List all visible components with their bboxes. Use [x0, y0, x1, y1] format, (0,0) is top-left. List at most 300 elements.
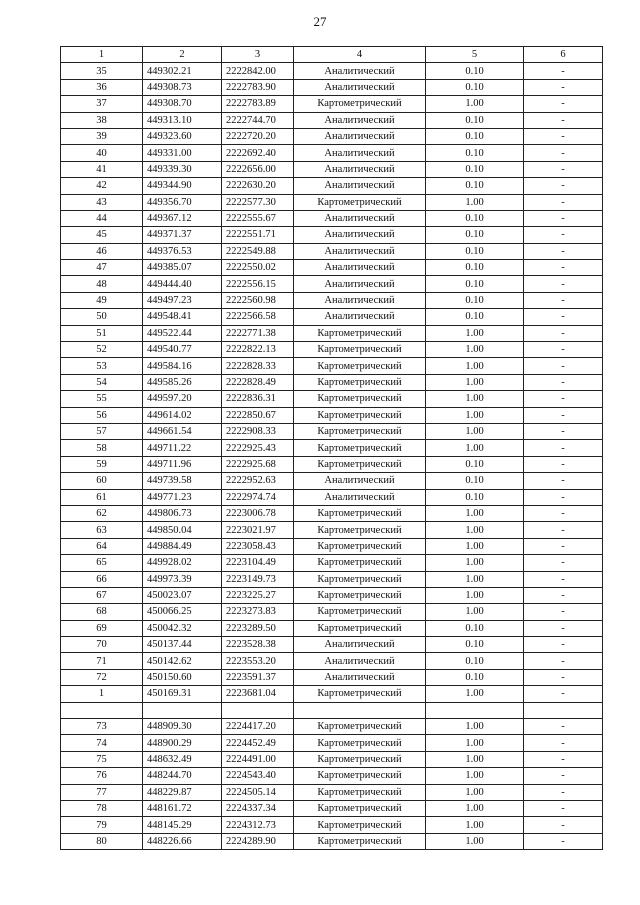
- x-coordinate-cell: 449711.96: [143, 456, 222, 472]
- method-cell: Аналитический: [294, 473, 426, 489]
- method-cell: Аналитический: [294, 112, 426, 128]
- y-coordinate-cell: 2224491.00: [222, 751, 294, 767]
- table-row: [61, 817, 603, 833]
- point-number-cell: 55: [61, 391, 143, 407]
- note-cell: -: [524, 210, 603, 226]
- y-coordinate-cell: 2223225.27: [222, 587, 294, 603]
- accuracy-cell: 1.00: [426, 784, 524, 800]
- method-cell: Картометрический: [294, 325, 426, 341]
- table-row: [61, 276, 603, 292]
- note-cell: -: [524, 784, 603, 800]
- method-cell: Картометрический: [294, 571, 426, 587]
- point-number-cell: 36: [61, 79, 143, 95]
- point-number-cell: 56: [61, 407, 143, 423]
- point-number-cell: 52: [61, 342, 143, 358]
- accuracy-cell: 0.10: [426, 489, 524, 505]
- accuracy-cell: 1.00: [426, 833, 524, 849]
- x-coordinate-cell: 449614.02: [143, 407, 222, 423]
- method-cell: Картометрический: [294, 522, 426, 538]
- accuracy-cell: 0.10: [426, 276, 524, 292]
- method-cell: Аналитический: [294, 260, 426, 276]
- x-coordinate-cell: 449444.40: [143, 276, 222, 292]
- point-number-cell: 38: [61, 112, 143, 128]
- note-cell: -: [524, 800, 603, 816]
- note-cell: -: [524, 653, 603, 669]
- point-number-cell: 43: [61, 194, 143, 210]
- note-cell: -: [524, 276, 603, 292]
- method-cell: Картометрический: [294, 735, 426, 751]
- method-cell: Аналитический: [294, 128, 426, 144]
- y-coordinate-cell: 2222828.49: [222, 374, 294, 390]
- y-coordinate-cell: 2224452.49: [222, 735, 294, 751]
- y-coordinate-cell: 2222692.40: [222, 145, 294, 161]
- table-row: [61, 653, 603, 669]
- accuracy-cell: 1.00: [426, 391, 524, 407]
- table-row: [61, 374, 603, 390]
- x-coordinate-cell: 449973.39: [143, 571, 222, 587]
- table-row: [61, 686, 603, 702]
- method-cell: Аналитический: [294, 161, 426, 177]
- x-coordinate-cell: 449771.23: [143, 489, 222, 505]
- y-coordinate-cell: 2222908.33: [222, 423, 294, 439]
- note-cell: -: [524, 735, 603, 751]
- method-cell: Картометрический: [294, 686, 426, 702]
- method-cell: Аналитический: [294, 227, 426, 243]
- y-coordinate-cell: 2223006.78: [222, 505, 294, 521]
- method-cell: Аналитический: [294, 669, 426, 685]
- note-cell: -: [524, 358, 603, 374]
- y-coordinate-cell: 2222566.58: [222, 309, 294, 325]
- accuracy-cell: 0.10: [426, 79, 524, 95]
- y-coordinate-cell: 2222656.00: [222, 161, 294, 177]
- x-coordinate-cell: 450169.31: [143, 686, 222, 702]
- y-coordinate-cell: 2222630.20: [222, 178, 294, 194]
- accuracy-cell: 1.00: [426, 194, 524, 210]
- y-coordinate-cell: 2222720.20: [222, 128, 294, 144]
- accuracy-cell: 0.10: [426, 112, 524, 128]
- table-row: [61, 522, 603, 538]
- point-number-cell: 71: [61, 653, 143, 669]
- method-cell: Картометрический: [294, 817, 426, 833]
- point-number-cell: 78: [61, 800, 143, 816]
- x-coordinate-cell: 448632.49: [143, 751, 222, 767]
- y-coordinate-cell: 2223591.37: [222, 669, 294, 685]
- point-number-cell: 63: [61, 522, 143, 538]
- y-coordinate-cell: 2222828.33: [222, 358, 294, 374]
- point-number-cell: 69: [61, 620, 143, 636]
- table-row: [61, 669, 603, 685]
- x-coordinate-cell: [143, 702, 222, 718]
- y-coordinate-cell: 2224505.14: [222, 784, 294, 800]
- coordinates-table: [60, 46, 603, 850]
- y-coordinate-cell: 2222549.88: [222, 243, 294, 259]
- note-cell: -: [524, 522, 603, 538]
- accuracy-cell: 1.00: [426, 604, 524, 620]
- x-coordinate-cell: 449584.16: [143, 358, 222, 374]
- y-coordinate-cell: 2222850.67: [222, 407, 294, 423]
- note-cell: -: [524, 63, 603, 79]
- note-cell: -: [524, 292, 603, 308]
- x-coordinate-cell: 448909.30: [143, 719, 222, 735]
- note-cell: -: [524, 374, 603, 390]
- accuracy-cell: 0.10: [426, 456, 524, 472]
- table-row: [61, 391, 603, 407]
- table-row: [61, 833, 603, 849]
- point-number-cell: 42: [61, 178, 143, 194]
- method-cell: Аналитический: [294, 276, 426, 292]
- point-number-cell: 37: [61, 96, 143, 112]
- method-cell: Картометрический: [294, 538, 426, 554]
- accuracy-cell: 1.00: [426, 686, 524, 702]
- accuracy-cell: 0.10: [426, 653, 524, 669]
- table-row: [61, 145, 603, 161]
- method-cell: Аналитический: [294, 210, 426, 226]
- accuracy-cell: 1.00: [426, 587, 524, 603]
- method-cell: Аналитический: [294, 653, 426, 669]
- point-number-cell: 74: [61, 735, 143, 751]
- x-coordinate-cell: 449308.70: [143, 96, 222, 112]
- x-coordinate-cell: 449371.37: [143, 227, 222, 243]
- method-cell: Аналитический: [294, 292, 426, 308]
- accuracy-cell: 0.10: [426, 309, 524, 325]
- accuracy-cell: 0.10: [426, 473, 524, 489]
- table-row: [61, 571, 603, 587]
- method-cell: Картометрический: [294, 407, 426, 423]
- note-cell: -: [524, 128, 603, 144]
- y-coordinate-cell: 2222551.71: [222, 227, 294, 243]
- point-number-cell: 76: [61, 768, 143, 784]
- accuracy-cell: 1.00: [426, 505, 524, 521]
- method-cell: Картометрический: [294, 374, 426, 390]
- accuracy-cell: 1.00: [426, 522, 524, 538]
- method-cell: [294, 702, 426, 718]
- y-coordinate-cell: 2222974.74: [222, 489, 294, 505]
- note-cell: -: [524, 227, 603, 243]
- point-number-cell: 48: [61, 276, 143, 292]
- method-cell: Картометрический: [294, 358, 426, 374]
- accuracy-cell: 1.00: [426, 751, 524, 767]
- table-row: [61, 63, 603, 79]
- table-row: [61, 620, 603, 636]
- point-number-cell: 68: [61, 604, 143, 620]
- accuracy-cell: 0.10: [426, 637, 524, 653]
- note-cell: -: [524, 817, 603, 833]
- x-coordinate-cell: 448900.29: [143, 735, 222, 751]
- x-coordinate-cell: 449339.30: [143, 161, 222, 177]
- table-row: [61, 96, 603, 112]
- point-number-cell: 79: [61, 817, 143, 833]
- table-row: [61, 440, 603, 456]
- y-coordinate-cell: 2222842.00: [222, 63, 294, 79]
- x-coordinate-cell: 450066.25: [143, 604, 222, 620]
- accuracy-cell: 1.00: [426, 325, 524, 341]
- x-coordinate-cell: 449661.54: [143, 423, 222, 439]
- table-row: [61, 194, 603, 210]
- accuracy-cell: 1.00: [426, 538, 524, 554]
- method-cell: Картометрический: [294, 604, 426, 620]
- method-cell: Картометрический: [294, 768, 426, 784]
- point-number-cell: 72: [61, 669, 143, 685]
- note-cell: -: [524, 571, 603, 587]
- method-cell: Картометрический: [294, 587, 426, 603]
- y-coordinate-cell: 2222925.68: [222, 456, 294, 472]
- note-cell: -: [524, 538, 603, 554]
- table-row: [61, 358, 603, 374]
- x-coordinate-cell: 448145.29: [143, 817, 222, 833]
- y-coordinate-cell: 2222550.02: [222, 260, 294, 276]
- point-number-cell: 59: [61, 456, 143, 472]
- point-number-cell: 51: [61, 325, 143, 341]
- x-coordinate-cell: 449711.22: [143, 440, 222, 456]
- table-row: [61, 178, 603, 194]
- accuracy-cell: 1.00: [426, 571, 524, 587]
- header-col-4: 4: [294, 47, 426, 63]
- y-coordinate-cell: 2222556.15: [222, 276, 294, 292]
- table-row: [61, 538, 603, 554]
- note-cell: -: [524, 456, 603, 472]
- table-row: [61, 768, 603, 784]
- note-cell: -: [524, 325, 603, 341]
- accuracy-cell: 1.00: [426, 374, 524, 390]
- note-cell: -: [524, 342, 603, 358]
- point-number-cell: 77: [61, 784, 143, 800]
- table-row: [61, 227, 603, 243]
- method-cell: Картометрический: [294, 751, 426, 767]
- x-coordinate-cell: 449331.00: [143, 145, 222, 161]
- x-coordinate-cell: 449497.23: [143, 292, 222, 308]
- y-coordinate-cell: 2222822.13: [222, 342, 294, 358]
- y-coordinate-cell: 2223681.04: [222, 686, 294, 702]
- y-coordinate-cell: 2222560.98: [222, 292, 294, 308]
- y-coordinate-cell: 2222577.30: [222, 194, 294, 210]
- point-number-cell: 64: [61, 538, 143, 554]
- method-cell: Аналитический: [294, 145, 426, 161]
- point-number-cell: 54: [61, 374, 143, 390]
- page-number: 27: [313, 14, 327, 29]
- x-coordinate-cell: 449344.90: [143, 178, 222, 194]
- method-cell: Картометрический: [294, 456, 426, 472]
- note-cell: -: [524, 260, 603, 276]
- y-coordinate-cell: 2223528.38: [222, 637, 294, 653]
- x-coordinate-cell: 448244.70: [143, 768, 222, 784]
- table-row: [61, 292, 603, 308]
- table-row: [61, 800, 603, 816]
- note-cell: -: [524, 423, 603, 439]
- note-cell: -: [524, 768, 603, 784]
- method-cell: Аналитический: [294, 243, 426, 259]
- accuracy-cell: 1.00: [426, 423, 524, 439]
- y-coordinate-cell: 2223104.49: [222, 555, 294, 571]
- table-row: [61, 456, 603, 472]
- accuracy-cell: 0.10: [426, 669, 524, 685]
- method-cell: Картометрический: [294, 800, 426, 816]
- x-coordinate-cell: 450023.07: [143, 587, 222, 603]
- table-header: [61, 47, 603, 63]
- method-cell: Картометрический: [294, 96, 426, 112]
- table-row: [61, 637, 603, 653]
- table-row: [61, 489, 603, 505]
- table-row: [61, 604, 603, 620]
- y-coordinate-cell: 2223273.83: [222, 604, 294, 620]
- note-cell: -: [524, 112, 603, 128]
- table-row: [61, 342, 603, 358]
- table-row: [61, 505, 603, 521]
- table-row: [61, 702, 603, 718]
- method-cell: Картометрический: [294, 342, 426, 358]
- accuracy-cell: 0.10: [426, 128, 524, 144]
- note-cell: -: [524, 96, 603, 112]
- table-row: [61, 260, 603, 276]
- point-number-cell: 62: [61, 505, 143, 521]
- header-col-5: 5: [426, 47, 524, 63]
- table-row: [61, 555, 603, 571]
- y-coordinate-cell: 2222836.31: [222, 391, 294, 407]
- accuracy-cell: 0.10: [426, 292, 524, 308]
- header-col-6: 6: [524, 47, 603, 63]
- method-cell: Картометрический: [294, 555, 426, 571]
- note-cell: -: [524, 686, 603, 702]
- method-cell: Картометрический: [294, 784, 426, 800]
- table-row: [61, 587, 603, 603]
- y-coordinate-cell: 2222555.67: [222, 210, 294, 226]
- point-number-cell: 39: [61, 128, 143, 144]
- x-coordinate-cell: 449302.21: [143, 63, 222, 79]
- method-cell: Аналитический: [294, 63, 426, 79]
- y-coordinate-cell: 2224337.34: [222, 800, 294, 816]
- x-coordinate-cell: 449376.53: [143, 243, 222, 259]
- note-cell: -: [524, 473, 603, 489]
- x-coordinate-cell: 450137.44: [143, 637, 222, 653]
- x-coordinate-cell: 449850.04: [143, 522, 222, 538]
- accuracy-cell: 1.00: [426, 407, 524, 423]
- point-number-cell: 41: [61, 161, 143, 177]
- note-cell: -: [524, 243, 603, 259]
- y-coordinate-cell: 2223149.73: [222, 571, 294, 587]
- x-coordinate-cell: 449739.58: [143, 473, 222, 489]
- point-number-cell: 44: [61, 210, 143, 226]
- note-cell: -: [524, 637, 603, 653]
- note-cell: [524, 702, 603, 718]
- table-row: [61, 735, 603, 751]
- point-number-cell: 47: [61, 260, 143, 276]
- table-row: [61, 128, 603, 144]
- x-coordinate-cell: 449540.77: [143, 342, 222, 358]
- note-cell: -: [524, 604, 603, 620]
- y-coordinate-cell: 2224543.40: [222, 768, 294, 784]
- note-cell: -: [524, 309, 603, 325]
- method-cell: Картометрический: [294, 833, 426, 849]
- accuracy-cell: 0.10: [426, 210, 524, 226]
- x-coordinate-cell: 448226.66: [143, 833, 222, 849]
- x-coordinate-cell: 448229.87: [143, 784, 222, 800]
- note-cell: -: [524, 489, 603, 505]
- point-number-cell: 57: [61, 423, 143, 439]
- method-cell: Картометрический: [294, 719, 426, 735]
- method-cell: Картометрический: [294, 194, 426, 210]
- table-row: [61, 243, 603, 259]
- header-col-3: 3: [222, 47, 294, 63]
- y-coordinate-cell: 2223289.50: [222, 620, 294, 636]
- point-number-cell: 80: [61, 833, 143, 849]
- point-number-cell: 75: [61, 751, 143, 767]
- accuracy-cell: 0.10: [426, 63, 524, 79]
- note-cell: -: [524, 145, 603, 161]
- point-number-cell: 40: [61, 145, 143, 161]
- point-number-cell: 46: [61, 243, 143, 259]
- accuracy-cell: 1.00: [426, 358, 524, 374]
- accuracy-cell: 1.00: [426, 555, 524, 571]
- point-number-cell: 50: [61, 309, 143, 325]
- accuracy-cell: 1.00: [426, 440, 524, 456]
- accuracy-cell: 0.10: [426, 620, 524, 636]
- x-coordinate-cell: 449308.73: [143, 79, 222, 95]
- note-cell: -: [524, 79, 603, 95]
- note-cell: -: [524, 407, 603, 423]
- point-number-cell: 49: [61, 292, 143, 308]
- accuracy-cell: 0.10: [426, 161, 524, 177]
- method-cell: Картометрический: [294, 440, 426, 456]
- y-coordinate-cell: 2222783.90: [222, 79, 294, 95]
- note-cell: -: [524, 194, 603, 210]
- point-number-cell: 45: [61, 227, 143, 243]
- table-row: [61, 473, 603, 489]
- method-cell: Аналитический: [294, 637, 426, 653]
- method-cell: Аналитический: [294, 489, 426, 505]
- accuracy-cell: 1.00: [426, 96, 524, 112]
- point-number-cell: [61, 702, 143, 718]
- x-coordinate-cell: 449585.26: [143, 374, 222, 390]
- header-col-2: 2: [143, 47, 222, 63]
- note-cell: -: [524, 440, 603, 456]
- point-number-cell: 35: [61, 63, 143, 79]
- y-coordinate-cell: 2223553.20: [222, 653, 294, 669]
- point-number-cell: 53: [61, 358, 143, 374]
- y-coordinate-cell: 2222952.63: [222, 473, 294, 489]
- accuracy-cell: 1.00: [426, 817, 524, 833]
- header-col-1: 1: [61, 47, 143, 63]
- table-row: [61, 210, 603, 226]
- note-cell: -: [524, 555, 603, 571]
- point-number-cell: 58: [61, 440, 143, 456]
- x-coordinate-cell: 449356.70: [143, 194, 222, 210]
- x-coordinate-cell: 450142.62: [143, 653, 222, 669]
- table-row: [61, 423, 603, 439]
- x-coordinate-cell: 449367.12: [143, 210, 222, 226]
- x-coordinate-cell: 450150.60: [143, 669, 222, 685]
- table-row: [61, 719, 603, 735]
- note-cell: -: [524, 391, 603, 407]
- x-coordinate-cell: 449884.49: [143, 538, 222, 554]
- table-row: [61, 325, 603, 341]
- note-cell: -: [524, 669, 603, 685]
- y-coordinate-cell: 2222925.43: [222, 440, 294, 456]
- accuracy-cell: 1.00: [426, 735, 524, 751]
- y-coordinate-cell: 2222771.38: [222, 325, 294, 341]
- x-coordinate-cell: 449597.20: [143, 391, 222, 407]
- x-coordinate-cell: 449385.07: [143, 260, 222, 276]
- point-number-cell: 60: [61, 473, 143, 489]
- note-cell: -: [524, 620, 603, 636]
- method-cell: Аналитический: [294, 178, 426, 194]
- x-coordinate-cell: 449548.41: [143, 309, 222, 325]
- x-coordinate-cell: 449928.02: [143, 555, 222, 571]
- x-coordinate-cell: 449806.73: [143, 505, 222, 521]
- note-cell: -: [524, 587, 603, 603]
- point-number-cell: 61: [61, 489, 143, 505]
- note-cell: -: [524, 505, 603, 521]
- accuracy-cell: 0.10: [426, 178, 524, 194]
- y-coordinate-cell: 2222783.89: [222, 96, 294, 112]
